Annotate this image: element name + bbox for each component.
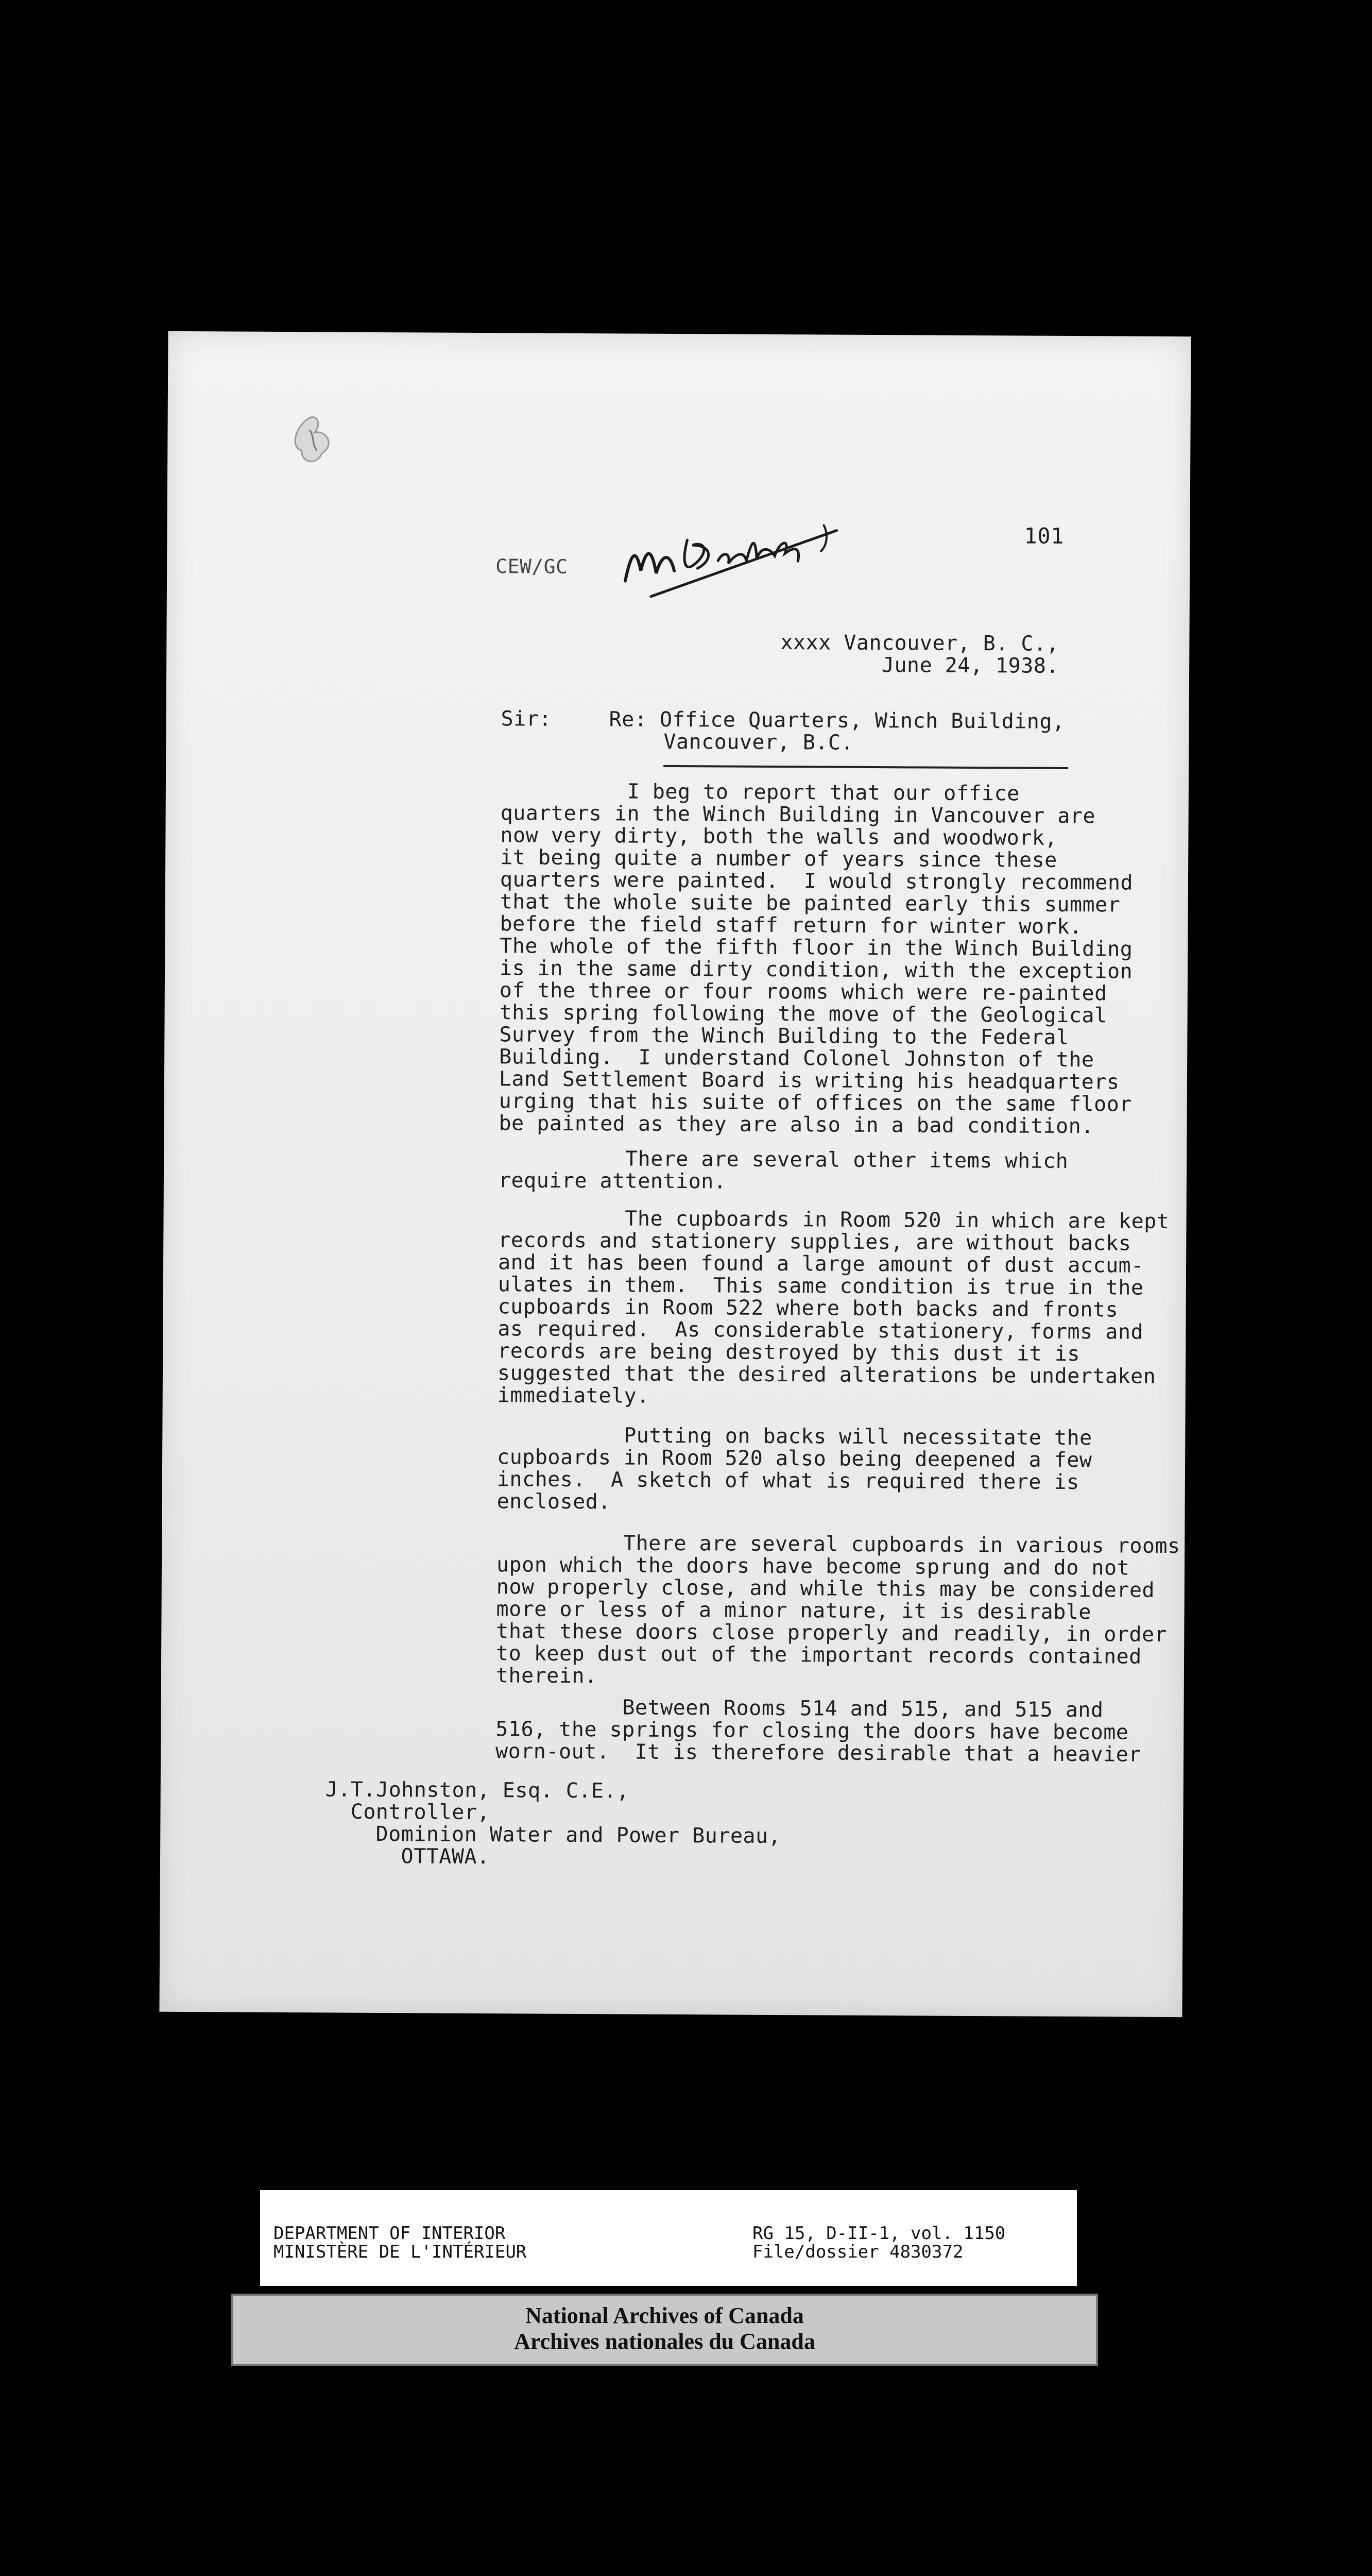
- paragraph-line: urging that his suite of offices on the same floor: [499, 1089, 1132, 1116]
- paragraph-line: require attention.: [498, 1168, 727, 1194]
- page-number: 101: [1024, 523, 1064, 549]
- paragraph-line: more or less of a minor nature, it is desirable: [496, 1597, 1092, 1624]
- paragraph-line: inches. A sketch of what is required there is: [496, 1467, 1079, 1495]
- addressee-line: OTTAWA.: [324, 1844, 490, 1869]
- paragraph-line: Land Settlement Board is writing his headquarters: [499, 1067, 1120, 1094]
- paragraph-line: Survey from the Winch Building to the Federal: [499, 1023, 1069, 1049]
- paragraph-line: to keep dust out of the important records contained: [496, 1641, 1142, 1669]
- letter-date: June 24, 1938.: [881, 653, 1059, 678]
- archive-banner: [231, 2294, 1098, 2366]
- addressee-line: Controller,: [325, 1800, 490, 1825]
- paragraph-line: The whole of the fifth floor in the Winch Building: [500, 934, 1133, 961]
- paragraph-line: of the three or four rooms which were re-painted: [499, 978, 1107, 1006]
- paragraph-line: that these doors close properly and readily, in order: [496, 1619, 1168, 1647]
- paragraph-1: [499, 780, 1134, 1138]
- department-fr: MINISTÈRE DE L'INTÉRIEUR: [273, 2242, 527, 2262]
- paragraph-line: There are several other items which: [499, 1146, 1069, 1173]
- paragraph-line: I beg to report that our office: [500, 779, 1020, 806]
- paragraph-line: enclosed.: [496, 1489, 611, 1514]
- paragraph-line: cupboards in Room 520 also being deepened a few: [496, 1445, 1092, 1472]
- addressee-line: J.T.Johnston, Esq. C.E.,: [325, 1777, 629, 1803]
- paragraph-6: [495, 1696, 1141, 1766]
- punch-hole-mark: [286, 409, 348, 477]
- paragraph-line: records and stationery supplies, are without backs: [498, 1228, 1131, 1256]
- paragraph-line: 516, the springs for closing the doors have become: [495, 1717, 1129, 1744]
- record-group: RG 15, D-II-1, vol. 1150: [752, 2223, 1006, 2244]
- paragraph-line: The cupboards in Room 520 in which are kept: [498, 1206, 1170, 1234]
- subject-underline: [663, 765, 1068, 769]
- paragraph-line: now properly close, and while this may be considered: [496, 1575, 1155, 1602]
- department-label: [273, 2224, 526, 2261]
- paragraph-line: now very dirty, both the walls and woodwork,: [500, 823, 1058, 850]
- archive-name-fr: Archives nationales du Canada: [514, 2329, 815, 2354]
- salutation: Sir:: [501, 707, 552, 731]
- addressee-line: Dominion Water and Power Bureau,: [325, 1822, 781, 1849]
- paragraph-3: [498, 1207, 1170, 1410]
- paragraph-line: upon which the doors have become sprung and do not: [496, 1553, 1130, 1580]
- subject-line-1: Re: Office Quarters, Winch Building,: [609, 707, 1065, 734]
- paragraph-line: There are several cupboards in various rooms: [496, 1531, 1180, 1558]
- archive-reference-label: [260, 2190, 1077, 2286]
- letter-location: xxxx Vancouver, B. C.,: [780, 631, 1059, 656]
- paragraph-line: quarters in the Winch Building in Vancouver are: [500, 801, 1096, 828]
- letter-location-date: [780, 632, 1059, 677]
- subject-line-2: Vancouver, B.C.: [663, 730, 854, 755]
- paragraph-line: is in the same dirty condition, with the exception: [499, 956, 1133, 984]
- file-reference: [752, 2224, 1005, 2261]
- file-number: File/dossier 4830372: [752, 2242, 964, 2262]
- paragraph-line: Between Rooms 514 and 515, and 515 and: [495, 1695, 1104, 1722]
- paragraph-line: and it has been found a large amount of dust accum-: [498, 1250, 1144, 1278]
- paragraph-line: as required. As considerable stationery, forms and: [498, 1317, 1144, 1344]
- archive-name-en: National Archives of Canada: [525, 2303, 804, 2328]
- paragraph-line: records are being destroyed by this dust it is: [498, 1339, 1081, 1366]
- paragraph-line: ulates in them. This same condition is true in the: [498, 1273, 1144, 1300]
- department-en: DEPARTMENT OF INTERIOR: [273, 2223, 506, 2244]
- paragraph-line: worn-out. It is therefore desirable that a heavier: [495, 1739, 1141, 1767]
- addressee-block: [325, 1778, 781, 1870]
- paragraph-line: be painted as they are also in a bad condition.: [499, 1111, 1094, 1139]
- paragraph-line: cupboards in Room 522 where both backs and fronts: [498, 1295, 1119, 1322]
- paragraph-line: that the whole suite be painted early this summer: [500, 890, 1121, 917]
- handwritten-signature: [620, 509, 888, 613]
- paragraph-line: quarters were painted. I would strongly recommend: [500, 868, 1134, 895]
- paragraph-line: Putting on backs will necessitate the: [497, 1423, 1092, 1450]
- paragraph-5: [496, 1532, 1180, 1690]
- paragraph-line: immediately.: [497, 1383, 649, 1408]
- reference-initials: CEW/GC: [495, 555, 568, 578]
- paragraph-line: Building. I understand Colonel Johnston of the: [499, 1045, 1094, 1072]
- paragraph-line: this spring following the move of the Geological: [499, 1001, 1107, 1028]
- paragraph-4: [497, 1424, 1092, 1516]
- paragraph-2: [499, 1147, 1069, 1195]
- letter-page: [159, 331, 1191, 2017]
- paragraph-line: suggested that the desired alterations be undertaken: [497, 1361, 1156, 1388]
- paragraph-line: therein.: [495, 1664, 597, 1688]
- paragraph-line: it being quite a number of years since these: [500, 845, 1057, 872]
- paragraph-line: before the field staff return for winter work.: [500, 912, 1083, 939]
